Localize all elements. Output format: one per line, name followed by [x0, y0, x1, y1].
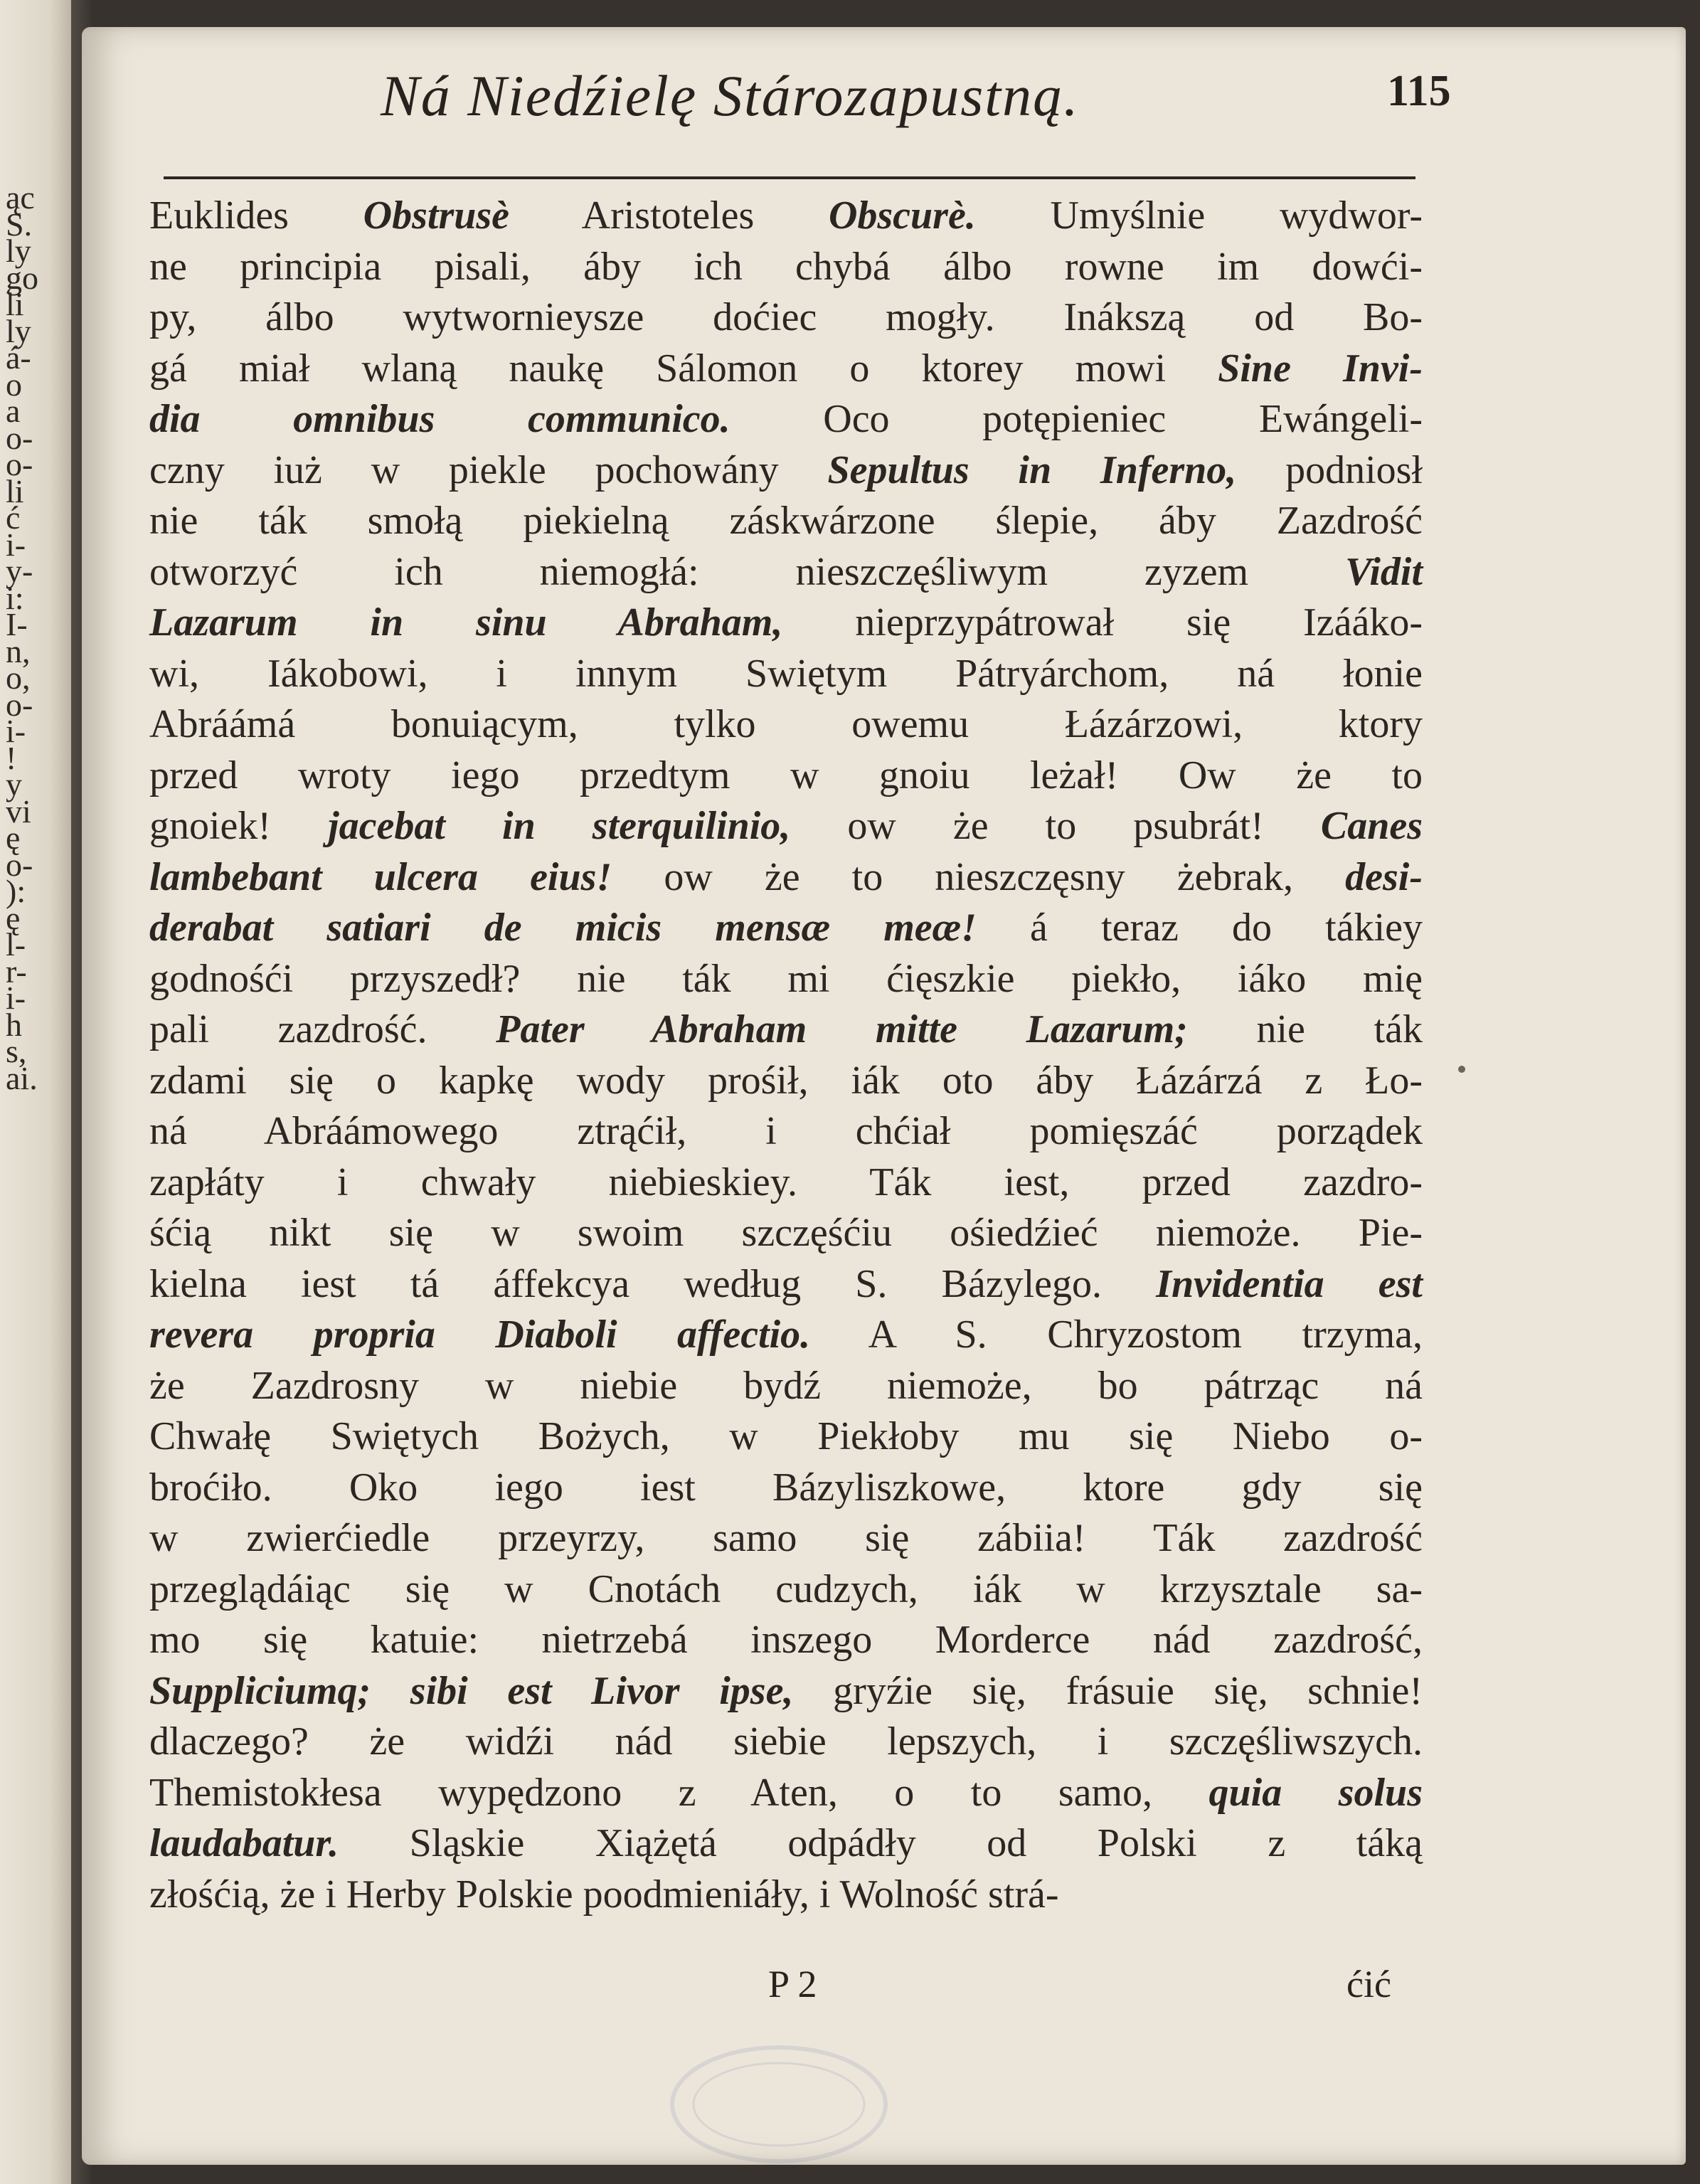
text-line — [149, 699, 1423, 751]
facing-page-fragment: ly — [6, 233, 31, 269]
text-line — [149, 292, 1423, 344]
text-line — [149, 344, 1423, 395]
facing-page-fragment: o — [6, 366, 22, 403]
text-line — [149, 801, 1423, 852]
text-line — [149, 242, 1423, 293]
facing-page-edge — [0, 0, 71, 2184]
text-segment: zdami się o kapkę wody prośił, iák oto áby Łázárzá z Ło- — [149, 1058, 1423, 1103]
facing-page-fragment: i: — [6, 579, 24, 616]
text-segment: ow że to nieszczęsny żebrak, — [612, 854, 1346, 899]
text-segment: gryźie się, frásuie się, schnie! — [793, 1668, 1423, 1713]
text-segment: otworzyć ich niemogłá: nieszczęśliwym zyzem — [149, 549, 1346, 594]
header-rule — [164, 176, 1415, 179]
text-segment: przeglądáiąc się w Cnotách cudzych, iák w krzysztale sa- — [149, 1567, 1423, 1611]
text-segment: w zwierćiedle przeyrzy, samo się zábiia! Ták zazdrość — [149, 1516, 1423, 1560]
latin-italic-segment: Obscurè. — [828, 194, 976, 238]
latin-italic-segment: derabat satiari de micis mensæ meæ! — [149, 906, 977, 950]
facing-page-fragment: li — [6, 286, 24, 322]
text-line — [149, 1259, 1423, 1310]
text-segment: złośćią, że i Herby Polskie poodmieniáły, i Wolność strá- — [149, 1872, 1059, 1917]
text-segment: gá miał wlaną naukę Sálomon o ktorey mowi — [149, 346, 1218, 391]
facing-page-fragment: y- — [6, 553, 33, 589]
text-line — [149, 852, 1423, 903]
latin-italic-segment: Pater Abraham mitte Lazarum; — [496, 1007, 1188, 1051]
facing-page-fragment: i- — [6, 713, 26, 749]
text-segment: Chwałę Swiętych Bożych, w Piekłoby mu się Niebo o- — [149, 1414, 1423, 1458]
text-segment: nie ták smołą piekielną záskwárzone ślepie, áby Zazdrość — [149, 499, 1423, 543]
text-segment: podniosł — [1236, 447, 1423, 492]
text-line — [149, 1615, 1423, 1666]
text-segment: przed wroty iego przedtym w gnoiu leżał! Ow że to — [149, 753, 1423, 797]
text-segment: Abráámá bonuiącym, tylko owemu Łázárzowi, ktory — [149, 702, 1423, 746]
text-segment: mo się katuie: nietrzebá inszego Morderce nád zazdrość, — [149, 1618, 1423, 1662]
library-stamp-icon — [665, 2040, 893, 2168]
running-head: Ná Niedźielę Stározapustną. — [381, 63, 1080, 128]
latin-italic-segment: Vidit — [1345, 549, 1423, 594]
facing-page-fragment: o, — [6, 659, 31, 696]
facing-page-fragment: i- — [6, 980, 26, 1016]
latin-italic-segment: Lazarum in sinu Abraham, — [149, 600, 783, 645]
text-line — [149, 394, 1423, 445]
text-segment: wi, Iákobowi, i innym Swiętym Pátryárchom, ná łonie — [149, 651, 1423, 696]
text-line — [149, 1717, 1423, 1768]
text-line — [149, 1463, 1423, 1514]
latin-italic-segment: revera propria Diaboli affectio. — [149, 1313, 811, 1357]
facing-page-fragment: ai. — [6, 1059, 38, 1096]
text-line — [149, 445, 1423, 497]
text-segment: Euklides — [149, 194, 363, 238]
facing-page-fragment: go — [6, 259, 38, 296]
text-line — [149, 1411, 1423, 1463]
text-line — [149, 1208, 1423, 1259]
text-segment: godnośći przyszedł? nie ták mi ćięszkie piekło, iáko mię — [149, 956, 1423, 1001]
text-line — [149, 598, 1423, 649]
text-line — [149, 547, 1423, 598]
text-segment: ow że to psubrát! — [790, 804, 1321, 848]
book-page — [82, 27, 1686, 2165]
facing-page-fragment: li — [6, 472, 24, 509]
text-segment: Umyślnie wydwor- — [975, 194, 1423, 238]
facing-page-fragment: ę — [6, 899, 21, 936]
facing-page-fragment: r- — [6, 953, 27, 990]
latin-italic-segment: dia omnibus communico. — [149, 397, 731, 441]
text-line — [149, 191, 1423, 242]
text-segment: A S. Chryzostom trzyma, — [810, 1313, 1423, 1357]
facing-page-fragment: i- — [6, 526, 26, 563]
facing-page-fragment: á- — [6, 339, 31, 376]
latin-italic-segment: Invidentia est — [1156, 1261, 1423, 1306]
facing-page-fragment: ly — [6, 312, 31, 349]
facing-page-fragment: S. — [6, 206, 33, 243]
text-line — [149, 1818, 1423, 1870]
text-segment: nieprzypátrował się Izááko- — [782, 600, 1423, 645]
facing-page-fragment: o- — [6, 686, 33, 723]
facing-page-fragment: vi — [6, 793, 31, 829]
text-segment: dlaczego? że widźi nád siebie lepszych, i szczęśliwszych. — [149, 1719, 1423, 1764]
text-segment: kielna iest tá áffekcya według S. Bázylego. — [149, 1261, 1157, 1306]
text-segment: gnoiek! — [149, 804, 329, 848]
body-text — [149, 191, 1423, 1920]
text-segment: broćiło. Oko iego iest Bázyliszkowe, ktore gdy się — [149, 1465, 1423, 1510]
text-segment: śćią nikt się w swoim szczęśćiu ośiedźieć niemoże. Pie- — [149, 1211, 1423, 1255]
facing-page-fragment: I- — [6, 606, 28, 642]
text-line — [149, 649, 1423, 700]
text-line — [149, 1106, 1423, 1157]
latin-italic-segment: Sepultus in Inferno, — [827, 447, 1237, 492]
text-line — [149, 954, 1423, 1005]
catchword: ćić — [1346, 1963, 1391, 2005]
margin-dot-icon — [1451, 1059, 1472, 1080]
facing-page-fragment: ! — [6, 739, 17, 776]
latin-italic-segment: quia solus — [1208, 1770, 1423, 1815]
facing-page-fragment: y — [6, 766, 22, 802]
text-segment: Aristoteles — [509, 194, 829, 238]
facing-page-fragment: o- — [6, 446, 33, 482]
text-segment: zapłáty i chwały niebieskiey. Ták iest, przed zazdro- — [149, 1160, 1423, 1204]
text-line — [149, 1157, 1423, 1209]
facing-page-fragment: a — [6, 393, 21, 429]
text-segment: pali zazdrość. — [149, 1007, 496, 1051]
facing-page-fragment: o- — [6, 419, 33, 456]
text-line — [149, 1870, 1423, 1921]
text-segment: nie ták — [1187, 1007, 1423, 1051]
latin-italic-segment: Canes — [1320, 804, 1423, 848]
text-segment: á teraz do tákiey — [976, 906, 1423, 950]
text-segment: ná Abráámowego ztrąćił, i chćiał pomięszáć porządek — [149, 1109, 1423, 1153]
text-line — [149, 1004, 1423, 1056]
text-line — [149, 496, 1423, 547]
latin-italic-segment: jacebat in sterquilinio, — [328, 804, 791, 848]
text-segment: Oco potępieniec Ewángeli- — [730, 397, 1423, 441]
text-segment: Themistokłesa wypędzono z Aten, o to samo, — [149, 1770, 1209, 1815]
text-segment: czny iuż w piekle pochowány — [149, 447, 828, 492]
signature-mark: P 2 — [768, 1963, 817, 2005]
facing-page-fragment: l- — [6, 926, 26, 963]
text-segment: ne principia pisali, áby ich chybá álbo rowne im dowći- — [149, 244, 1423, 289]
text-line — [149, 1310, 1423, 1361]
page-number: 115 — [1387, 67, 1451, 115]
latin-italic-segment: lambebant ulcera eius! — [149, 854, 612, 899]
text-line — [149, 1361, 1423, 1412]
text-segment: że Zazdrosny w niebie bydź niemoże, bo pátrząc ná — [149, 1363, 1423, 1408]
text-line — [149, 1056, 1423, 1107]
facing-page-fragment: o- — [6, 846, 33, 883]
latin-italic-segment: Sine Invi- — [1218, 346, 1423, 391]
text-segment: py, álbo wytwornieysze doćiec mogły. Inákszą od Bo- — [149, 295, 1423, 339]
text-line — [149, 1768, 1423, 1819]
text-line — [149, 903, 1423, 954]
latin-italic-segment: Obstrusè — [363, 194, 510, 238]
facing-page-fragment: s, — [6, 1033, 27, 1069]
facing-page-fragment: h — [6, 1006, 22, 1043]
text-line — [149, 751, 1423, 802]
text-line — [149, 1564, 1423, 1616]
facing-page-fragment: ąc — [6, 179, 35, 216]
facing-page-fragment: ć — [6, 499, 21, 536]
text-segment: Sląskie Xiążętá odpádły od Polski z táką — [339, 1821, 1423, 1865]
facing-page-fragment: ): — [6, 873, 26, 909]
latin-italic-segment: laudabatur. — [149, 1821, 339, 1865]
latin-italic-segment: desi- — [1345, 854, 1423, 899]
facing-page-fragment: n, — [6, 632, 31, 669]
text-line — [149, 1513, 1423, 1564]
latin-italic-segment: Suppliciumq; sibi est Livor ipse, — [149, 1668, 794, 1713]
facing-page-fragment: ę — [6, 820, 21, 856]
text-line — [149, 1666, 1423, 1717]
